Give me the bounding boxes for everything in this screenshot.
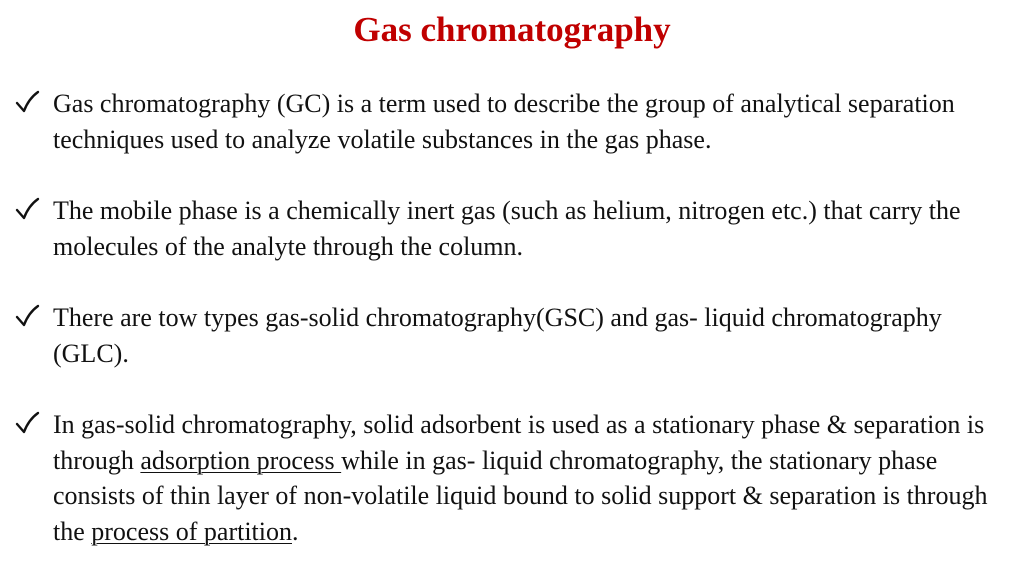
slide-title: Gas chromatography [353,10,671,49]
underlined-term-adsorption: adsorption process [140,445,342,475]
bullet-list [0,86,1024,585]
bullet-text: Gas chromatography (GC) is a term used to describe the group of analytical separation techniques used to analyze volatile substances in the gas phase. [53,89,955,154]
bullet-text: The mobile phase is a chemically inert gas (such as helium, nitrogen etc.) that carry the molecules of the analyte through the column. [53,196,961,261]
bullet-text: while in gas- liquid chromatography, the stationary phase consists of thin layer of non-volatile liquid bound to solid support & separation is through the [53,445,988,546]
bullet-text: . [292,516,299,546]
checkmark-icon [14,90,40,116]
bullet-item [0,86,1024,157]
bullet-item [0,407,1024,549]
bullet-text: In gas-solid chromatography, solid adsorbent is used as a stationary phase & separation is through [53,410,985,475]
bullet-item [0,193,1024,264]
checkmark-icon [14,197,40,223]
checkmark-icon [14,304,40,330]
checkmark-icon [14,411,40,437]
underlined-term-partition: process of partition [91,516,292,546]
bullet-text: There are tow types gas-solid chromatography(GSC) and gas- liquid chromatography (GLC). [53,303,942,368]
bullet-item [0,300,1024,371]
